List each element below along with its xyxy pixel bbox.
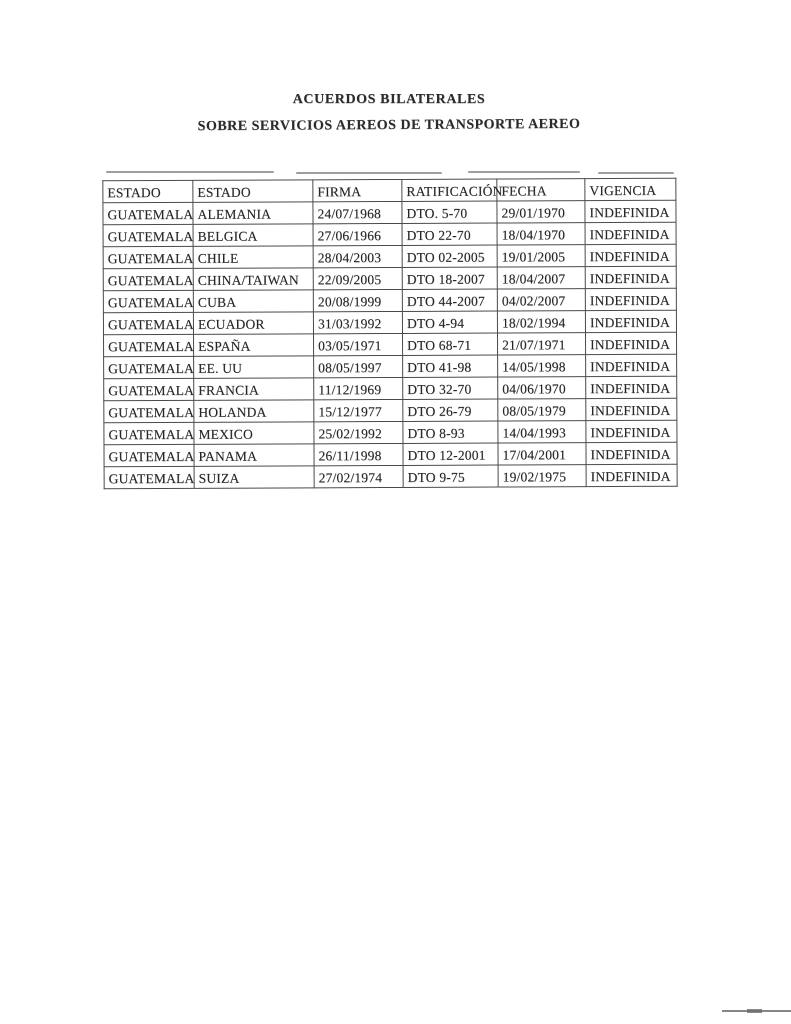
column-header: ESTADO — [193, 180, 313, 203]
table-cell: INDEFINIDA — [585, 244, 676, 266]
column-header: FIRMA — [313, 179, 402, 201]
document-title: ACUERDOS BILATERALES — [292, 92, 486, 107]
table-cell: 03/05/1971 — [314, 333, 403, 355]
table-cell: 18/04/2007 — [497, 267, 585, 289]
table-cell: MEXICO — [194, 422, 314, 445]
table-cell: 26/11/1998 — [314, 443, 403, 465]
table-cell: DTO 22-70 — [402, 223, 497, 245]
table-cell: GUATEMALA — [103, 312, 193, 334]
table-cell: 29/01/1970 — [497, 201, 585, 223]
table-cell: 04/06/1970 — [498, 377, 586, 399]
table-cell: 14/05/1998 — [498, 355, 586, 377]
table-row — [103, 310, 676, 334]
table-cell: 18/04/1970 — [497, 223, 585, 245]
table-cell: INDEFINIDA — [585, 266, 676, 288]
table-cell: 19/02/1975 — [498, 465, 586, 487]
table-cell: 08/05/1997 — [314, 355, 403, 377]
table-cell: 31/03/1992 — [313, 311, 402, 333]
table-cell: GUATEMALA — [103, 268, 193, 290]
table-row — [103, 288, 676, 312]
scan-artifact-line — [106, 171, 274, 173]
table-cell: DTO 26-79 — [403, 399, 498, 421]
table-cell: 14/04/1993 — [498, 421, 586, 443]
table-cell: BELGICA — [193, 224, 313, 247]
table-cell: INDEFINIDA — [586, 354, 677, 376]
column-header: VIGENCIA — [585, 178, 676, 200]
table-cell: GUATEMALA — [104, 466, 194, 488]
table-cell: 15/12/1977 — [314, 399, 403, 421]
table-cell: CHILE — [193, 246, 313, 269]
table-row — [104, 398, 677, 422]
table-cell: INDEFINIDA — [586, 398, 677, 420]
table-cell: GUATEMALA — [104, 356, 194, 378]
table-cell: EE. UU — [194, 356, 314, 379]
table-cell: GUATEMALA — [103, 246, 193, 268]
table-head — [103, 178, 676, 202]
table-cell: INDEFINIDA — [586, 420, 677, 442]
column-header: FECHA — [497, 179, 585, 201]
table-cell: 17/04/2001 — [498, 443, 586, 465]
table-cell: DTO 68-71 — [402, 333, 497, 355]
table-cell: PANAMA — [194, 444, 314, 467]
table-row — [104, 464, 677, 488]
table-cell: 18/02/1994 — [497, 311, 585, 333]
table-cell: 04/02/2007 — [497, 289, 585, 311]
table-cell: GUATEMALA — [104, 400, 194, 422]
table-cell: 08/05/1979 — [498, 399, 586, 421]
scan-artifact-line — [468, 171, 580, 173]
table-cell: DTO 44-2007 — [402, 289, 497, 311]
table-row — [104, 332, 677, 356]
table-row — [103, 200, 676, 224]
table-cell: 11/12/1969 — [314, 377, 403, 399]
table-cell: CHINA/TAIWAN — [193, 268, 313, 291]
table-cell: CUBA — [193, 290, 313, 313]
table-cell: GUATEMALA — [103, 202, 193, 224]
table-cell: GUATEMALA — [103, 290, 193, 312]
column-header: ESTADO — [103, 180, 193, 202]
table-cell: FRANCIA — [194, 378, 314, 401]
table-cell: DTO 32-70 — [403, 377, 498, 399]
table-cell: DTO 41-98 — [403, 355, 498, 377]
table-cell: 19/01/2005 — [497, 245, 585, 267]
document-subtitle: SOBRE SERVICIOS AEREOS DE TRANSPORTE AEREO — [197, 116, 581, 135]
table-row — [104, 442, 677, 466]
table-cell: GUATEMALA — [104, 422, 194, 444]
table-cell: ECUADOR — [193, 312, 313, 335]
table-cell: GUATEMALA — [104, 334, 194, 356]
table-cell: INDEFINIDA — [586, 442, 677, 464]
scan-artifact-line — [598, 172, 674, 174]
table-row — [104, 376, 677, 400]
table-header-row — [103, 178, 676, 202]
table-row — [103, 222, 676, 246]
table-cell: DTO 4-94 — [402, 311, 497, 333]
table-cell: DTO 18-2007 — [402, 267, 497, 289]
table-cell: INDEFINIDA — [585, 310, 676, 332]
table-cell: GUATEMALA — [103, 224, 193, 246]
table-cell: 21/07/1971 — [497, 333, 585, 355]
table-cell: DTO 9-75 — [403, 465, 498, 487]
table-cell: 27/06/1966 — [313, 223, 402, 245]
table-cell: HOLANDA — [194, 400, 314, 423]
table-row — [104, 354, 677, 378]
table-row — [104, 420, 677, 444]
table-row — [103, 266, 676, 290]
table-cell: GUATEMALA — [104, 378, 194, 400]
table-cell: 28/04/2003 — [313, 245, 402, 267]
table-cell: 24/07/1968 — [313, 201, 402, 223]
table-row — [103, 244, 676, 268]
table-cell: 25/02/1992 — [314, 421, 403, 443]
table-cell: 27/02/1974 — [314, 465, 403, 487]
table-cell: 20/08/1999 — [313, 289, 402, 311]
table-cell: INDEFINIDA — [585, 288, 676, 310]
table-cell: INDEFINIDA — [585, 200, 676, 222]
table-cell: DTO 12-2001 — [403, 443, 498, 465]
scan-artifact-line — [747, 1009, 762, 1013]
table-cell: ESPAÑA — [194, 334, 314, 357]
table-cell: 22/09/2005 — [313, 267, 402, 289]
agreements-table — [102, 178, 677, 490]
table-cell: GUATEMALA — [104, 444, 194, 466]
table-cell: ALEMANIA — [193, 202, 313, 225]
table-cell: INDEFINIDA — [585, 222, 676, 244]
table-cell: DTO. 5-70 — [402, 201, 497, 223]
column-header: RATIFICACIÓN — [402, 179, 497, 201]
table-cell: SUIZA — [194, 466, 314, 489]
table-cell: DTO 02-2005 — [402, 245, 497, 267]
table-cell: INDEFINIDA — [586, 464, 677, 486]
table-cell: DTO 8-93 — [403, 421, 498, 443]
table-cell: INDEFINIDA — [586, 376, 677, 398]
table-cell: INDEFINIDA — [585, 332, 676, 354]
scan-artifact-line — [296, 172, 442, 174]
table-body — [103, 200, 677, 488]
